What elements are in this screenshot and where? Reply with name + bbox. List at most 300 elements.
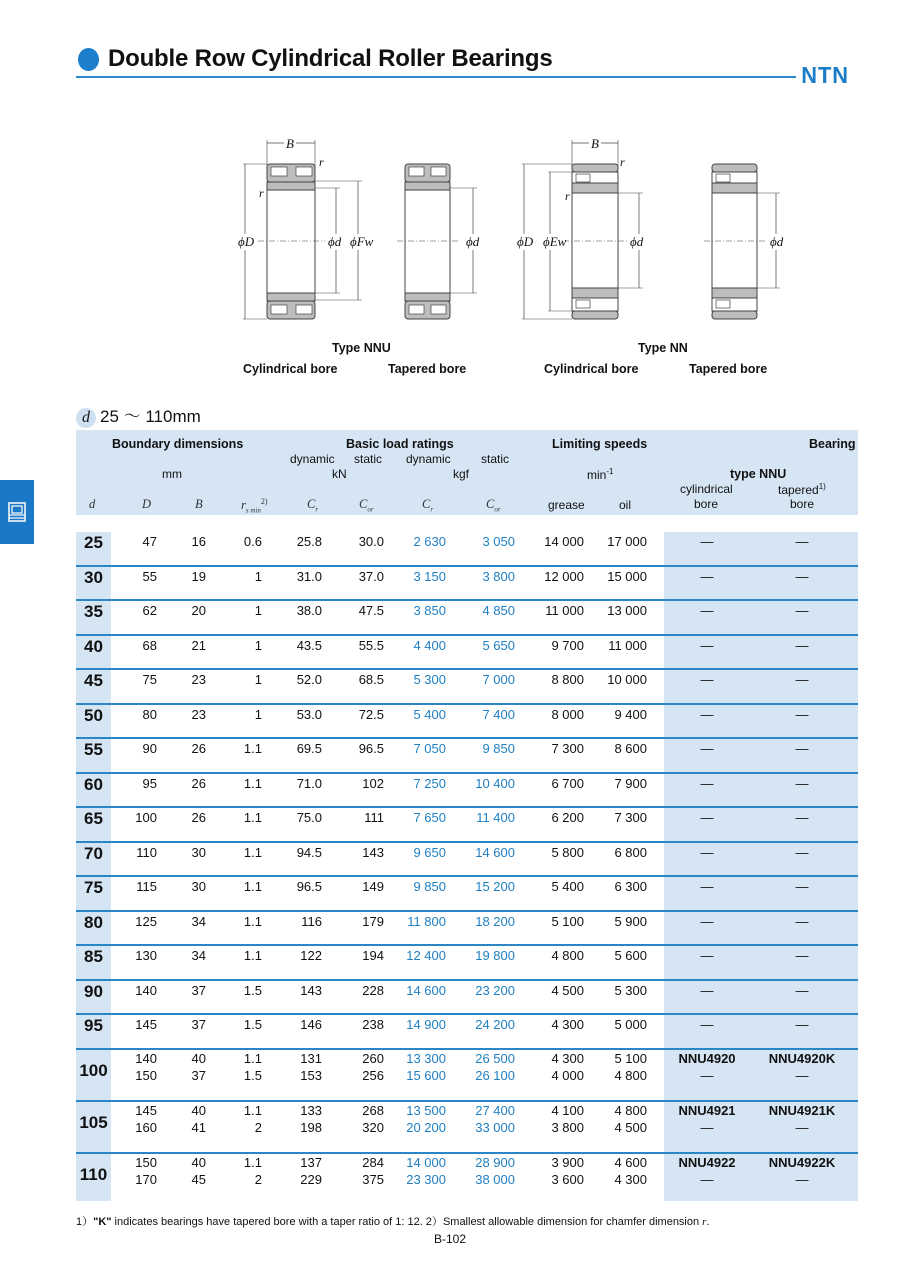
cell-speed-oil: 4 800	[614, 1067, 647, 1083]
cell-r-s-min: 1.1	[243, 1154, 262, 1170]
cell-speed-grease: 4 100	[551, 1102, 584, 1118]
cell-D: 100	[135, 810, 157, 825]
cell-B: 37	[191, 982, 206, 998]
cell-bearing-tapered: NNU4920K	[768, 1050, 836, 1066]
table-row	[76, 843, 858, 878]
nnu-tapered-label: Tapered bore	[388, 362, 467, 376]
dim-D-nnu: ϕD	[238, 234, 255, 249]
bore-diameter: 35	[84, 602, 103, 621]
cell-speed-oil: 6 300	[614, 879, 647, 894]
table-row	[76, 567, 858, 602]
header-boundary-dimensions: Boundary dimensions	[112, 437, 244, 451]
bore-diameter: 75	[84, 878, 103, 897]
cell-bearing-cylindrical: NNU4922	[678, 1154, 736, 1170]
cell-bearing-tapered: —	[795, 1067, 809, 1083]
bore-diameter: 95	[84, 1016, 103, 1035]
cell-Cr-kN: 52.0	[296, 672, 322, 687]
cell-speed-grease: 9 700	[551, 637, 584, 653]
cell-Cor-kN: 238	[362, 1017, 384, 1032]
cell-Cor-kN: 143	[362, 844, 384, 860]
page-title: Double Row Cylindrical Roller Bearings	[108, 45, 553, 72]
cell-D: 140	[135, 1050, 157, 1066]
cell-B: 37	[191, 1067, 206, 1083]
table-row	[76, 739, 858, 774]
cell-Cr-kgf: 14 000	[406, 1154, 446, 1170]
cell-Cor-kN: 72.5	[358, 706, 384, 722]
cell-Cor-kgf: 38 000	[475, 1171, 515, 1187]
cell-Cor-kgf: 11 400	[476, 810, 515, 825]
cor2-symbol: C	[486, 497, 495, 511]
type-nnu-label: Type NNU	[332, 341, 391, 355]
cell-speed-grease: 6 700	[551, 775, 584, 791]
cell-speed-oil: 4 600	[614, 1154, 647, 1170]
cell-Cr-kN: 122	[300, 948, 322, 963]
note2-end: .	[706, 1216, 710, 1228]
cell-B: 26	[191, 741, 206, 756]
header-cylindrical: cylindrical	[680, 482, 733, 496]
cell-speed-grease: 3 900	[551, 1154, 584, 1170]
bearing-diagrams	[230, 130, 790, 330]
cell-Cor-kgf: 10 400	[475, 775, 515, 791]
cell-bearing-cylindrical: —	[700, 706, 714, 722]
cell-Cr-kgf: 9 650	[413, 844, 446, 860]
table-row	[76, 705, 858, 740]
cell-speed-grease: 3 800	[551, 1119, 584, 1135]
header-kn: kN	[332, 467, 347, 481]
dim-B-nn: B	[591, 136, 599, 151]
cell-Cor-kN: 320	[362, 1119, 384, 1135]
bore-diameter: 85	[84, 947, 103, 966]
cell-B: 26	[191, 810, 206, 825]
bore-diameter: 105	[79, 1112, 108, 1132]
cell-bearing-cylindrical: —	[700, 603, 714, 618]
cell-Cor-kN: 256	[362, 1067, 384, 1083]
cell-B: 20	[191, 603, 206, 618]
note2-var: r	[702, 1216, 707, 1228]
cell-speed-grease: 5 400	[551, 879, 584, 894]
cell-speed-oil: 4 500	[614, 1119, 647, 1135]
cell-B: 37	[191, 1017, 206, 1032]
dim-Fw-nnu: ϕFw	[350, 234, 374, 249]
cell-speed-oil: 13 000	[607, 603, 647, 618]
cell-bearing-tapered: —	[795, 844, 809, 860]
cell-Cr-kN: 133	[300, 1102, 322, 1118]
bore-diameter: 65	[84, 809, 103, 828]
cell-Cor-kN: 37.0	[358, 568, 384, 584]
cell-Cr-kgf: 20 200	[406, 1119, 446, 1135]
cell-bearing-cylindrical: NNU4921	[678, 1102, 736, 1118]
cell-Cr-kN: 96.5	[296, 879, 322, 894]
cell-Cor-kgf: 26 100	[475, 1067, 515, 1083]
cell-bearing-cylindrical: —	[700, 810, 714, 825]
note1-k: "K"	[93, 1216, 112, 1228]
cell-D: 170	[135, 1171, 157, 1187]
cell-speed-grease: 4 300	[551, 1017, 584, 1032]
r-subscript: s min	[245, 506, 261, 515]
cell-Cr-kgf: 23 300	[406, 1171, 446, 1187]
cell-Cr-kN: 146	[300, 1017, 322, 1032]
header-type-nnu: type NNU	[730, 467, 787, 481]
col-Cr-kgf	[422, 497, 433, 514]
table-row	[76, 877, 858, 912]
dim-r-nnu-outer: r	[319, 155, 324, 169]
cell-Cor-kgf: 9 850	[482, 741, 515, 756]
cell-Cr-kN: 53.0	[296, 706, 322, 722]
table-row	[76, 808, 858, 843]
header-mm: mm	[162, 467, 182, 481]
cell-D: 90	[142, 741, 157, 756]
cell-bearing-tapered: —	[795, 879, 809, 894]
bore-diameter: 45	[84, 671, 103, 690]
cell-D: 62	[142, 603, 157, 618]
cell-Cr-kgf: 14 900	[406, 1017, 446, 1032]
cr2-subscript: r	[430, 505, 434, 514]
cell-speed-grease: 8 800	[551, 672, 584, 687]
cell-Cor-kN: 47.5	[358, 603, 384, 618]
cell-speed-oil: 15 000	[607, 568, 647, 584]
cell-r-s-min: 2	[254, 1171, 262, 1187]
cell-Cr-kgf: 9 850	[413, 879, 446, 894]
cr-subscript: r	[315, 505, 319, 514]
cell-bearing-tapered: —	[795, 568, 809, 584]
bore-diameter: 25	[84, 533, 103, 552]
cell-r-s-min: 1.1	[243, 741, 262, 756]
cor2-subscript: or	[494, 505, 501, 514]
cell-Cor-kgf: 33 000	[475, 1119, 515, 1135]
bore-diameter: 55	[84, 740, 103, 759]
cell-r-s-min: 1.1	[243, 1050, 262, 1066]
cell-Cr-kgf: 2 630	[413, 534, 446, 549]
cell-speed-oil: 6 800	[614, 844, 647, 860]
tapered-text: tapered	[778, 483, 819, 497]
cell-bearing-cylindrical: —	[700, 1017, 714, 1032]
cell-B: 16	[191, 534, 206, 549]
cell-Cor-kgf: 27 400	[475, 1102, 515, 1118]
cell-D: 47	[142, 534, 157, 549]
cell-D: 68	[142, 637, 157, 653]
cell-Cor-kN: 284	[362, 1154, 384, 1170]
cell-bearing-tapered: NNU4921K	[768, 1102, 836, 1118]
cell-speed-grease: 4 300	[551, 1050, 584, 1066]
cell-B: 30	[191, 844, 206, 860]
cell-speed-grease: 3 600	[551, 1171, 584, 1187]
footnotes	[76, 1213, 710, 1229]
cell-bearing-tapered: —	[795, 948, 809, 963]
cell-D: 130	[135, 948, 157, 963]
cell-speed-oil: 4 300	[614, 1171, 647, 1187]
dim-r-nn-inner: r	[565, 189, 570, 203]
header-min	[587, 467, 613, 482]
header-bearing: Bearing	[809, 437, 856, 451]
ntn-logo: NTN	[801, 62, 850, 88]
cell-bearing-cylindrical: NNU4920	[678, 1050, 736, 1066]
cell-Cr-kgf: 3 850	[413, 603, 446, 618]
cell-D: 140	[135, 982, 157, 998]
cell-Cor-kgf: 14 600	[475, 844, 515, 860]
cell-speed-oil: 5 600	[614, 948, 647, 963]
tapered-note: 1)	[818, 482, 826, 491]
table-row	[76, 981, 858, 1016]
dim-Ew-nn: ϕEw	[543, 234, 567, 249]
col-Cor-kgf	[486, 497, 501, 514]
table-row	[76, 1050, 858, 1102]
nn-tapered-diagram	[704, 164, 780, 319]
header-bore-tapered: bore	[790, 497, 815, 511]
cell-speed-oil: 7 300	[614, 810, 647, 825]
cell-Cr-kN: 38.0	[296, 603, 322, 618]
title-bullet-icon	[78, 48, 99, 71]
cell-Cor-kN: 102	[362, 775, 384, 791]
col-Cr-kn	[307, 497, 318, 514]
table-row	[76, 946, 858, 981]
dim-d-nn-tapered: ϕd	[770, 234, 784, 249]
header-kgf: kgf	[453, 467, 470, 481]
header-bore-cylindrical: bore	[694, 497, 719, 511]
cell-D: 75	[142, 672, 157, 687]
cell-r-s-min: 0.6	[243, 534, 262, 549]
cell-r-s-min: 1	[254, 672, 262, 687]
cell-Cr-kgf: 5 300	[413, 672, 446, 687]
cell-bearing-tapered: —	[795, 775, 809, 791]
cell-Cr-kN: 153	[300, 1067, 322, 1083]
table-row	[76, 1102, 858, 1154]
cell-Cor-kN: 375	[362, 1171, 384, 1187]
cell-speed-grease: 6 200	[551, 810, 584, 825]
cor-subscript: or	[367, 505, 374, 514]
cell-r-s-min: 2	[254, 1119, 262, 1135]
dim-B-nnu: B	[286, 136, 294, 151]
cell-B: 23	[191, 672, 206, 687]
bore-diameter: 70	[84, 843, 103, 863]
col-D: D	[142, 497, 152, 511]
table-row	[76, 532, 858, 567]
cell-r-s-min: 1.1	[243, 775, 262, 791]
cell-r-s-min: 1	[254, 706, 262, 722]
cell-Cor-kgf: 24 200	[475, 1017, 515, 1032]
cell-r-s-min: 1.5	[243, 1067, 262, 1083]
cell-r-s-min: 1.1	[243, 913, 262, 929]
note2-mark: 2）	[422, 1216, 443, 1228]
cell-bearing-cylindrical: —	[700, 741, 714, 756]
cell-D: 110	[136, 844, 157, 860]
cell-Cr-kgf: 13 500	[406, 1102, 446, 1118]
cell-B: 21	[191, 637, 206, 653]
nnu-tapered-diagram	[397, 164, 480, 319]
note1-mark: 1）	[76, 1216, 94, 1228]
cell-D: 150	[135, 1154, 157, 1170]
cell-speed-grease: 4 800	[551, 948, 584, 963]
cell-B: 34	[191, 913, 206, 929]
cell-B: 19	[191, 568, 206, 584]
dim-r-nnu-inner: r	[259, 186, 264, 200]
cell-bearing-cylindrical: —	[700, 913, 714, 929]
cell-speed-oil: 5 000	[614, 1017, 647, 1032]
cell-Cr-kgf: 15 600	[406, 1067, 446, 1083]
cell-D: 150	[135, 1067, 157, 1083]
cell-bearing-tapered: —	[795, 982, 809, 998]
cell-r-s-min: 1.5	[243, 982, 262, 998]
cell-Cr-kN: 75.0	[296, 810, 322, 825]
header-static-kn: static	[354, 452, 383, 466]
table-row	[76, 670, 858, 705]
type-nn-label: Type NN	[638, 341, 688, 355]
cell-bearing-tapered: —	[795, 603, 809, 618]
cell-Cr-kgf: 3 150	[413, 568, 446, 584]
cell-speed-grease: 4 000	[551, 1067, 584, 1083]
bore-diameter: 90	[84, 981, 103, 1001]
cell-Cor-kN: 96.5	[358, 741, 384, 756]
cell-Cr-kgf: 7 250	[413, 775, 446, 791]
cell-Cor-kgf: 4 850	[482, 603, 515, 618]
cell-speed-oil: 9 400	[614, 706, 647, 722]
cell-bearing-tapered: —	[795, 913, 809, 929]
cell-Cr-kN: 137	[300, 1154, 322, 1170]
cell-speed-grease: 5 100	[551, 913, 584, 929]
cell-r-s-min: 1	[254, 603, 262, 618]
cell-Cr-kN: 229	[300, 1171, 322, 1187]
cell-speed-grease: 4 500	[551, 982, 584, 998]
cell-bearing-cylindrical: —	[700, 1171, 714, 1187]
nnu-cylindrical-label: Cylindrical bore	[243, 362, 338, 376]
cell-Cor-kgf: 5 650	[482, 637, 515, 653]
cell-Cr-kN: 31.0	[296, 568, 322, 584]
cell-Cor-kgf: 28 900	[475, 1154, 515, 1170]
cell-Cor-kN: 111	[364, 810, 384, 825]
cr-symbol: C	[307, 497, 316, 511]
cell-r-s-min: 1.1	[243, 844, 262, 860]
col-oil: oil	[619, 498, 632, 512]
cell-Cor-kgf: 15 200	[475, 879, 515, 894]
cell-speed-grease: 14 000	[544, 534, 584, 549]
nnu-cylindrical-diagram	[243, 140, 362, 319]
cell-speed-grease: 5 800	[551, 844, 584, 860]
cell-r-s-min: 1	[254, 637, 262, 653]
cell-bearing-cylindrical: —	[700, 982, 714, 998]
cell-D: 160	[135, 1119, 157, 1135]
header-static-kgf: static	[481, 452, 510, 466]
r-symbol: r	[241, 498, 246, 513]
cell-Cor-kgf: 19 800	[475, 948, 515, 963]
cell-Cor-kN: 260	[362, 1050, 384, 1066]
cell-bearing-cylindrical: —	[700, 534, 714, 549]
dim-D-nn: ϕD	[517, 234, 534, 249]
cell-Cr-kgf: 7 050	[413, 741, 446, 756]
cell-bearing-tapered: —	[795, 534, 809, 549]
cell-D: 115	[136, 879, 157, 894]
cell-Cr-kN: 131	[300, 1050, 322, 1066]
cell-speed-oil: 7 900	[614, 775, 647, 791]
cell-speed-oil: 5 300	[614, 982, 647, 998]
table-row	[76, 601, 858, 636]
cell-bearing-tapered: —	[795, 1171, 809, 1187]
cell-D: 95	[142, 775, 157, 791]
cell-B: 40	[191, 1050, 206, 1066]
cell-bearing-cylindrical: —	[700, 879, 714, 894]
cell-bearing-tapered: —	[795, 672, 809, 687]
cell-B: 40	[191, 1154, 206, 1170]
cell-Cr-kgf: 14 600	[406, 982, 446, 998]
cell-Cr-kN: 94.5	[296, 844, 322, 860]
cell-Cor-kN: 228	[362, 982, 384, 998]
col-d: d	[89, 497, 96, 511]
cell-B: 23	[191, 706, 206, 722]
cell-Cor-kN: 194	[362, 948, 384, 963]
cell-bearing-cylindrical: —	[700, 844, 714, 860]
min-exponent: -1	[606, 467, 614, 476]
min-unit: min	[587, 468, 607, 482]
note2-text: Smallest allowable dimension for chamfer dimension	[442, 1216, 703, 1228]
cell-bearing-cylindrical: —	[700, 1119, 714, 1135]
cell-B: 41	[191, 1119, 206, 1135]
dim-d-nnu-tapered: ϕd	[466, 234, 480, 249]
col-Cor-kn	[359, 497, 374, 514]
cell-Cor-kN: 149	[362, 879, 384, 894]
cell-bearing-tapered: —	[795, 741, 809, 756]
table-row	[76, 1015, 858, 1050]
cell-Cor-kN: 179	[362, 913, 384, 929]
cell-Cr-kN: 116	[301, 913, 322, 929]
table-header	[76, 430, 858, 515]
cell-Cr-kN: 25.8	[296, 534, 322, 549]
cell-bearing-cylindrical: —	[700, 637, 714, 653]
table-row	[76, 636, 858, 671]
cell-bearing-cylindrical: —	[700, 948, 714, 963]
cell-Cr-kN: 71.0	[296, 775, 322, 791]
section-tab[interactable]	[0, 480, 34, 544]
header-limiting-speeds: Limiting speeds	[552, 437, 648, 451]
bore-diameter: 40	[84, 636, 103, 656]
cell-speed-oil: 10 000	[607, 672, 647, 687]
cell-Cor-kN: 30.0	[358, 534, 384, 549]
header-tapered	[778, 482, 826, 497]
cell-Cor-kN: 55.5	[358, 637, 384, 653]
cell-Cr-kgf: 4 400	[413, 637, 446, 653]
bore-diameter: 60	[84, 774, 103, 794]
cell-bearing-tapered: NNU4922K	[768, 1154, 836, 1170]
cell-speed-oil: 4 800	[614, 1102, 647, 1118]
cell-speed-oil: 8 600	[614, 741, 647, 756]
r-note: 2)	[260, 497, 268, 506]
cell-speed-grease: 7 300	[551, 741, 584, 756]
cr2-symbol: C	[422, 497, 431, 511]
cell-bearing-cylindrical: —	[700, 568, 714, 584]
cell-r-s-min: 1.1	[243, 948, 262, 963]
table-row	[76, 774, 858, 809]
dim-d-nn: ϕd	[630, 234, 644, 249]
page-header	[76, 44, 796, 78]
cell-bearing-tapered: —	[795, 810, 809, 825]
header-dynamic-kn: dynamic	[290, 452, 335, 466]
cell-B: 26	[191, 775, 206, 791]
cell-speed-oil: 5 100	[614, 1050, 647, 1066]
cell-Cor-kgf: 3 800	[482, 568, 515, 584]
cell-Cr-kgf: 5 400	[413, 706, 446, 722]
bore-diameter: 110	[79, 1164, 108, 1184]
cell-Cr-kN: 143	[300, 982, 322, 998]
cell-B: 45	[191, 1171, 206, 1187]
bore-range	[76, 402, 201, 428]
cell-bearing-tapered: —	[795, 1017, 809, 1032]
cell-Cr-kgf: 13 300	[406, 1050, 446, 1066]
cell-r-s-min: 1.1	[243, 879, 262, 894]
cell-Cr-kgf: 12 400	[406, 948, 446, 963]
cell-Cr-kgf: 7 650	[413, 810, 446, 825]
cell-bearing-tapered: —	[795, 637, 809, 653]
cell-D: 55	[142, 568, 157, 584]
col-r-s-min	[241, 497, 268, 515]
col-grease: grease	[548, 498, 585, 512]
cell-Cor-kgf: 26 500	[475, 1050, 515, 1066]
